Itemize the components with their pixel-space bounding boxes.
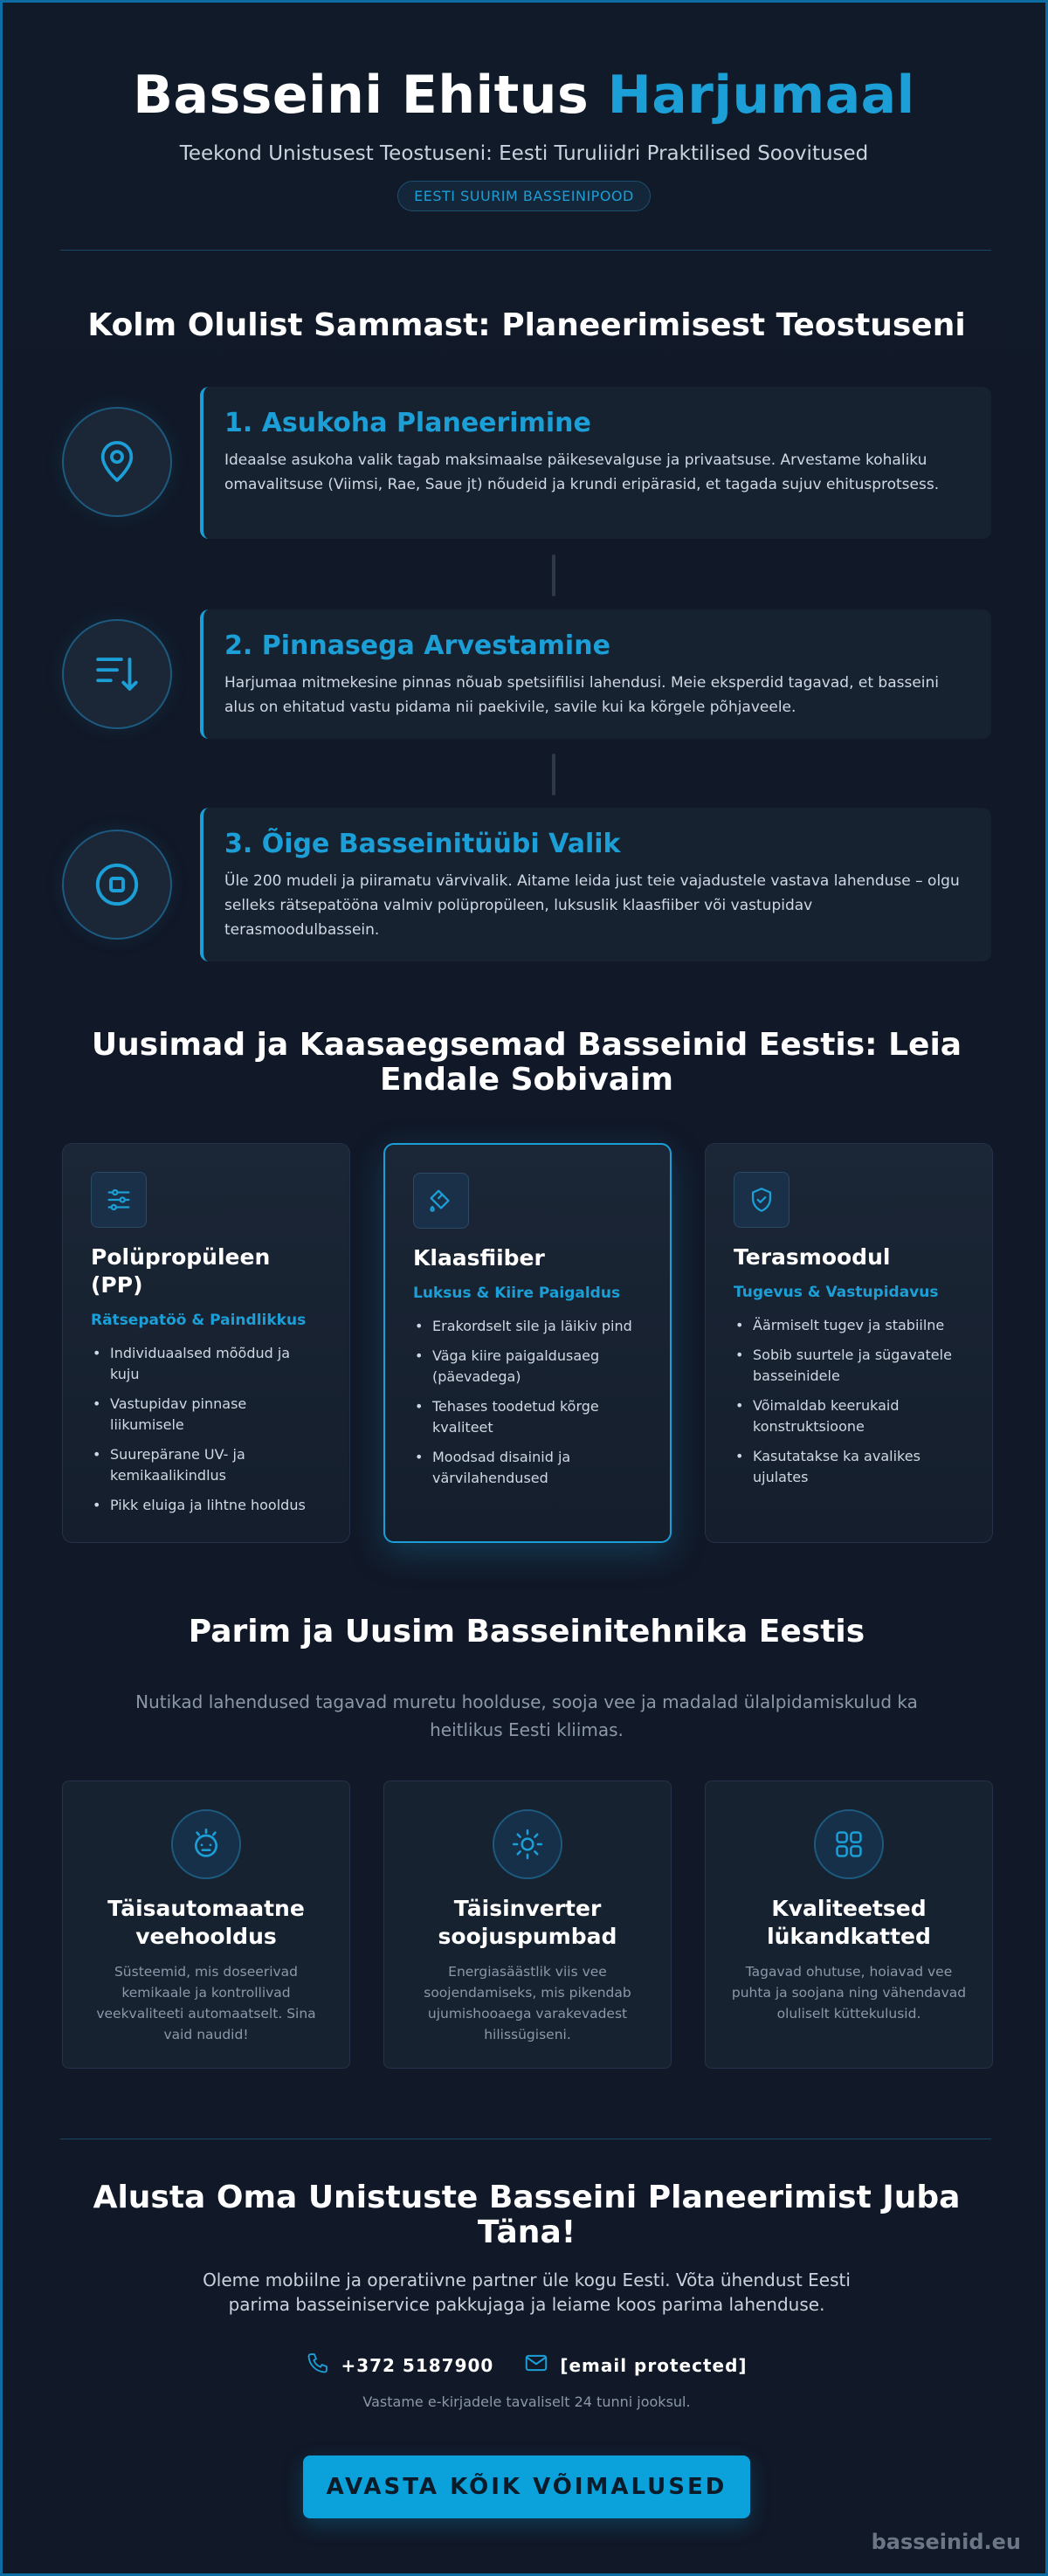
step-text: Üle 200 mudeli ja piiramatu värvivalik. Aitame leida just teie vajadustele vastava lahenduse – olgu selleks rätsepatööna valmiv polüpropüleen, luksuslik klaasfiiber või vastupidav terasmoodulbassein. [224,872,960,939]
phone-number: +372 5187900 [341,2354,494,2376]
shield-check-icon [734,1172,789,1228]
list-item: • Vastupidav pinnase liikumisele [91,1394,321,1436]
map-pin-icon [62,407,172,517]
step-card-pool-type [200,808,991,961]
tech-card-water [62,1780,350,2069]
pool-card-steel [705,1143,993,1543]
pools-title: Uusimad ja Kaasaegsemad Basseinid Eestis: Leia Endale Sobivaim [91,1027,962,1098]
step-title: 3. Õige Basseinitüübi Valik [224,829,621,859]
pool-features [734,1315,964,1488]
email-address: [email protected] [560,2354,748,2376]
step-text: Ideaalse asukoha valik tagab maksimaalse päikesevalguse ja privaatsuse. Arvestame kohaliku omavalitsuse (Viimsi, Rae, Saue jt) nõudeid ja krundi eripärasid, et tagada sujuv ehitusprotsess. [224,451,940,493]
list-item: • Väga kiire paigaldusaeg (päevadega) [413,1346,642,1388]
tech-text: Tagavad ohutuse, hoiavad vee puhta ja soojana ning vähendavad oluliselt küttekulusid. [731,1964,967,2022]
tech-card-heatpump [383,1780,672,2069]
tech-text: Energiasäästlik viis vee soojendamiseks, mis pikendab ujumishooaega varakevadest hilissügiseni. [424,1964,631,2042]
list-item: • Individuaalsed mõõdud ja kuju [91,1343,321,1385]
mail-icon [523,2350,549,2380]
brand-watermark: basseinid.eu [871,2530,1021,2554]
tech-name: Täisinverter soojuspumbad [438,1896,617,1949]
sort-down-icon [62,619,172,729]
hero-badge: EESTI SUURIM BASSEINIPOOD [397,181,651,211]
hero [3,3,1045,211]
pool-features [91,1343,321,1516]
title-accent: Harjumaal [607,65,915,126]
tech-card-covers [705,1780,993,2069]
page-title [3,60,1045,130]
tech-title: Parim ja Uusim Basseinitehnika Eestis [188,1614,865,1650]
pool-tagline: Tugevus & Vastupidavus [734,1284,939,1301]
contact-row [3,2350,1048,2380]
step-card-location [200,387,991,539]
page-subtitle: Teekond Unistusest Teostuseni: Eesti Turuliidri Praktilised Soovitused [179,142,869,165]
bot-icon [171,1809,241,1879]
step-connector [552,754,555,796]
pool-tagline: Rätsepatöö & Paindlikkus [91,1312,307,1329]
list-item: • Moodsad disainid ja värvilahendused [413,1447,642,1489]
divider [60,250,991,251]
list-item: • Tehases toodetud kõrge kvaliteet [413,1396,642,1438]
list-item: • Äärmiselt tugev ja stabiilne [734,1315,964,1336]
cta-title: Alusta Oma Unistuste Basseini Planeerimist Juba Täna! [93,2180,961,2250]
phone-link[interactable] [306,2351,493,2380]
tech-name: Täisautomaatne veehooldus [107,1896,305,1949]
step-title: 2. Pinnasega Arvestamine [224,630,610,661]
phone-icon [306,2351,330,2380]
list-item: • Suurepärane UV- ja kemikaalikindlus [91,1444,321,1486]
pool-name: Terasmoodul [734,1244,891,1270]
list-item: • Võimaldab keerukaid konstruktsioone [734,1395,964,1437]
sun-icon [493,1809,562,1879]
explore-button[interactable]: AVASTA KÕIK VÕIMALUSED [303,2455,750,2518]
tech-text: Süsteemid, mis doseerivad kemikaale ja kontrollivad veekvaliteeti automaatselt. Sina vaid naudid! [96,1964,316,2042]
tech-name: Kvaliteetsed lükandkatted [767,1896,931,1949]
list-item: • Erakordselt sile ja läikiv pind [413,1316,642,1337]
email-link[interactable] [523,2350,747,2380]
step-title: 1. Asukoha Planeerimine [224,408,591,438]
grid-icon [814,1809,884,1879]
response-note: Vastame e-kirjadele tavaliselt 24 tunni jooksul. [362,2393,691,2410]
paint-bucket-icon [413,1173,469,1229]
step-connector [552,554,555,596]
pool-card-fiberglass [383,1143,672,1543]
square-circle-icon [62,830,172,940]
tech-intro: Nutikad lahendused tagavad muretu hoolduse, sooja vee ja madalad ülalpidamiskulud ka heitlikus Eesti kliimas. [135,1691,918,1740]
pool-card-pp [62,1143,350,1543]
cta-text: Oleme mobiilne ja operatiivne partner üle kogu Eesti. Võta ühendust Eesti parima basseiniservice pakkujaga ja leiame koos parima lahenduse. [203,2269,851,2315]
sliders-icon [91,1172,147,1228]
pool-name: Polüpropüleen (PP) [91,1244,271,1298]
list-item: • Kasutatakse ka avalikes ujulates [734,1446,964,1488]
list-item: • Pikk eluiga ja lihtne hooldus [91,1495,321,1516]
title-main: Basseini Ehitus [133,65,590,126]
pool-name: Klaasfiiber [413,1245,545,1271]
step-text: Harjumaa mitmekesine pinnas nõuab spetsiifilisi lahendusi. Meie eksperdid tagavad, et basseini alus on ehitatud vastu pidama nii paekivile, savile kui ka kõrgele põhjaveele. [224,674,940,716]
step-card-soil [200,610,991,739]
pool-features [413,1316,642,1489]
pool-tagline: Luksus & Kiire Paigaldus [413,1285,621,1302]
list-item: • Sobib suurtele ja sügavatele basseinidele [734,1345,964,1387]
steps-title: Kolm Olulist Sammast: Planeerimisest Teostuseni [87,307,966,343]
